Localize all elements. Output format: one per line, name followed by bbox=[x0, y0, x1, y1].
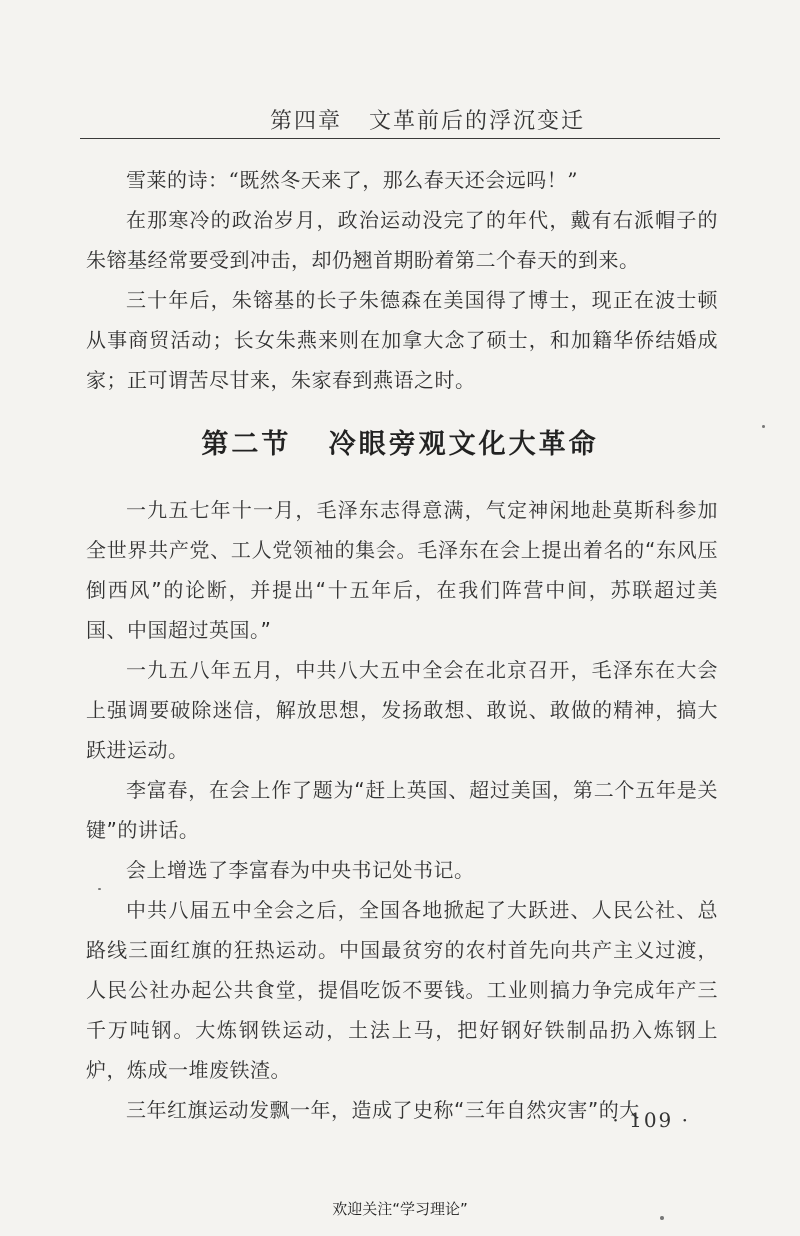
paragraph-1958-plenum: 一九五八年五月，中共八大五中全会在北京召开，毛泽东在大会上强调要破除迷信，解放思想，发扬敢想、敢说、敢做的精神，搞大跃进运动。 bbox=[86, 658, 718, 762]
page-number: · 109 · bbox=[612, 1108, 690, 1132]
paragraph-political-years: 在那寒冷的政治岁月，政治运动没完了的年代，戴有右派帽子的朱镕基经常要受到冲击，却仍翘首期盼着第二个春天的到来。 bbox=[86, 208, 718, 272]
footer-note: 欢迎关注“学习理论” bbox=[332, 1200, 468, 1218]
paragraph-secretariat: 会上增选了李富春为中央书记处书记。 bbox=[126, 858, 475, 882]
section-title: 第二节 冷眼旁观文化大革命 bbox=[201, 429, 599, 460]
running-header bbox=[80, 100, 720, 139]
scan-speck bbox=[98, 888, 101, 890]
paragraph-great-leap: 中共八届五中全会之后，全国各地掀起了大跃进、人民公社、总路线三面红旗的狂热运动。中国最贫穷的农村首先向共产主义过渡，人民公社办起公共食堂，提倡吃饭不要钱。工业则搞力争完成年产三千万吨钢。大炼钢铁运动，土法上马，把好钢好铁制品扔入炼钢上炉，炼成一堆废铁渣。 bbox=[86, 898, 718, 1082]
chapter-title: 第四章 文革前后的浮沉变迁 bbox=[270, 109, 585, 134]
paragraph-li-fuchun-speech: 李富春，在会上作了题为“赶上英国、超过美国，第二个五年是关键”的讲话。 bbox=[86, 778, 718, 842]
scan-speck bbox=[762, 425, 765, 428]
paragraph-thirty-years-later: 三十年后，朱镕基的长子朱德森在美国得了博士，现正在波士顿从事商贸活动；长女朱燕来则在加拿大念了硕士，和加籍华侨结婚成家；正可谓苦尽甘来，朱家春到燕语之时。 bbox=[86, 288, 718, 392]
scan-speck bbox=[660, 1216, 664, 1220]
paragraph-three-red-flags: 三年红旗运动发飘一年，造成了史称“三年自然灾害”的大 bbox=[126, 1098, 640, 1122]
paragraph-shelley-quote: 雪莱的诗：“既然冬天来了，那么春天还会远吗！” bbox=[126, 168, 578, 192]
paragraph-1957-moscow: 一九五七年十一月，毛泽东志得意满，气定神闲地赴莫斯科参加全世界共产党、工人党领袖的集会。毛泽东在会上提出着名的“东风压倒西风”的论断，并提出“十五年后，在我们阵营中间，苏联超过美国、中国超过英国。” bbox=[86, 498, 718, 642]
